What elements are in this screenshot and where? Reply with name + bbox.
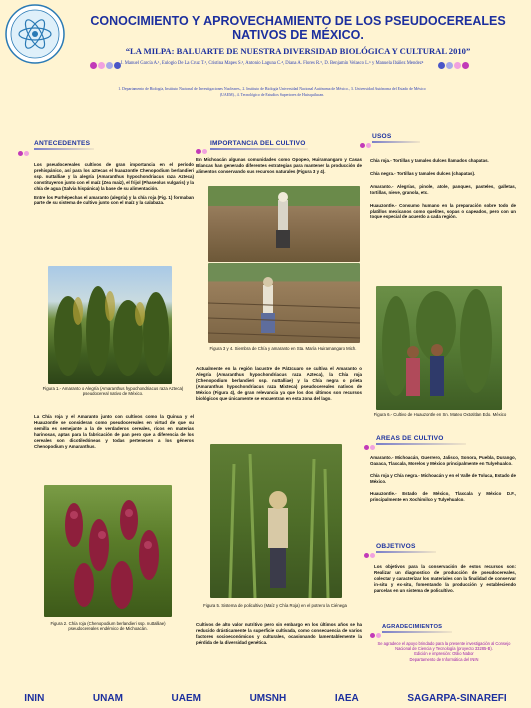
agradecimientos-heading: AGRADECIMIENTOS bbox=[382, 624, 443, 630]
seal-logo-icon bbox=[4, 3, 66, 65]
agradecimientos-edition: Edición e impresión: Otilio Nabor bbox=[414, 651, 474, 657]
figure-6-caption: Figura 6.- Cultivo de Huauzontle en Sn. Mateo Oxtotitlan Edo. México bbox=[373, 412, 507, 417]
antecedentes-paragraph-2: Entre los Purhépechas el amaranto (alegría) y la chía roja (Fig. 1) formaban parte de su sistema de cultivo junto con el maíz y la calabaza. bbox=[34, 194, 194, 206]
footer-umsnh: UMSNH bbox=[249, 693, 287, 704]
usos-item-1: Chía roja.- Tortillas y tamales dulces llamados chapatas. bbox=[370, 158, 489, 163]
importancia-dots bbox=[196, 149, 207, 154]
usos-heading: USOS bbox=[372, 133, 392, 140]
footer-institutions bbox=[0, 689, 531, 708]
agradecimientos-section bbox=[382, 624, 522, 633]
objetivos-section bbox=[376, 543, 516, 553]
areas-dots bbox=[364, 445, 375, 450]
areas-section bbox=[376, 435, 516, 445]
figure-6-huauzontle-photo bbox=[376, 286, 502, 410]
agradecimientos-text bbox=[372, 641, 516, 662]
usos-list bbox=[370, 158, 516, 223]
figure-2-caption: Figura 2. Chía roja (Chenopodium berlandieri ssp. nuttalliae) pseudocereales endémico de Michoacán. bbox=[50, 621, 166, 632]
areas-list bbox=[370, 455, 516, 505]
antecedentes-paragraph-3: La Chía roja y el Amaranto junto con cultivos como la Quinua y el Huauzontle se consideran como pseudocereales en virtud de que su semilla es semejante a la de verdaderos cereales, ricos en materias harinosas, aptas para la fabricación de pan pero que a diferencia de los cereales son dicotiledóneas y todas pertenecen a los géneros Chenopodium y Amaranthus. bbox=[34, 414, 194, 449]
footer-iaea: IAEA bbox=[334, 693, 359, 704]
footer-sagarpa: SAGARPA-SINAREFI bbox=[407, 693, 507, 704]
poster-subtitle: “LA MILPA: BALUARTE DE NUESTRA DIVERSIDAD BIOLÓGICA Y CULTURAL 2010” bbox=[125, 46, 471, 56]
decorative-dots-right bbox=[438, 62, 469, 69]
importancia-paragraph-1: En Michoacán algunas comunidades como Opopeo, Huiramangaro y Casas Blancas han generado diferentes estrategias para mantener la producción de alimentos conservando sus recursos naturales (Figura 3 y 4). bbox=[196, 157, 362, 174]
figure-1-caption: Figura 1.- Amaranto o Alegría (Amaranthus hypochondriacus raza Azteca) pseudocereal nativo de México. bbox=[42, 386, 184, 397]
figure-34-caption: Figura 3 y 4. Siembra de Chía y amaranto en Sta. María Huiramangaro Mich. bbox=[209, 346, 357, 351]
figure-4-field-photo bbox=[208, 263, 360, 343]
areas-item-3: Huauzontle.- Estado de México, Tlaxcala y México D.F., principalmente en Xochimilco y Tulyehualco. bbox=[370, 490, 516, 502]
usos-item-2: Chía negra.- Tortillas y tamales dulces (chapatas). bbox=[370, 170, 476, 176]
importancia-section bbox=[210, 140, 350, 150]
objetivos-text: Los objetivos para la conservación de estos recursos son: Realizar un diagnostico de producción de pseudocereales, colectar y caracterizar los materiales con la finalidad de conservar in-situ y ex-situ, fomentando la producción y estableciendo parcelas en un sistema de policultivo. bbox=[374, 564, 516, 593]
areas-heading: AREAS DE CULTIVO bbox=[376, 435, 444, 442]
usos-section bbox=[372, 133, 512, 143]
antecedentes-text bbox=[34, 162, 194, 209]
poster-title: CONOCIMIENTO Y APROVECHAMIENTO DE LOS PSEUDOCEREALES NATIVOS DE MÉXICO. bbox=[90, 14, 506, 42]
importancia-heading: IMPORTANCIA DEL CULTIVO bbox=[210, 140, 306, 147]
figure-3-sowing-photo bbox=[208, 186, 360, 262]
antecedentes-paragraph-1: Los pseudocereales cultivos de gran importancia en el período prehispánico, así para los aztecas el huauzontle Chenopodium berlandieri ssp. nuttalliae y la alegría (Amaranthus hypochondriacus raza Azteca) constituyeron junto con el maíz (Zea maiz), el frijol (Phaseolus vulgaris) y la chía de agua (Salvia hispánica) la base de su alimentación. bbox=[34, 162, 194, 191]
agradecimientos-body: Se agradece el apoyo brindado para la presente investigación al Consejo Nacional de Ciencia y Tecnología (proyecto 33285-B). bbox=[377, 641, 511, 652]
importancia-paragraph-2: Actualmente en la región lacustre de Pátzcuaro se cultiva el Amaranto o Alegría (Amaranthus hypochondriacus raza Azteca), la Chía roja (Chenopodium berlandieri ssp. nuttalliae) y la Chía negra o prieta (Amaranthus hypochondriacus raza Mixteca) pseudocereales nativos de México (Figura 4), de gran relevancia ya que los dos últimos son recursos biológicos que únicamente se encuentran en esta zona del lago. bbox=[196, 366, 362, 401]
antecedentes-section bbox=[34, 140, 174, 150]
objetivos-heading: OBJETIVOS bbox=[376, 543, 416, 550]
importancia-paragraph-3: Cultivos de alto valor nutritivo pero sin embargo en los últimos años se ha reducido drásticamente la superficie cultivada, como consecuencia de varios factores socioeconómicos y culturales, ocasionando lamentablemente la pérdida de la diversidad genética. bbox=[196, 622, 362, 645]
areas-item-2: Chía roja y Chía negra.- Michoacán y en el Valle de Toluca, Estado de México. bbox=[370, 472, 516, 484]
antecedentes-heading: ANTECEDENTES bbox=[34, 140, 91, 147]
affiliations: 1. Departamento de Biología, Instituto Nacional de Investigaciones Nucleares., 2. Instituto de Biología Universidad Nacional Autónoma de México., 3. Universidad Autónoma del Estado de México (UAEM)., 4. Tecnológico de Estudios Superiores de Huixquilucan. bbox=[118, 87, 426, 97]
usos-item-4: Huauzontle.- Consumo humano en la preparación sobre todo de platillos mexicanos como quelites, sopas o capeados, pero con un toque especial de acuerdo a cada región. bbox=[370, 202, 516, 220]
areas-item-1: Amaranto.- Michoacán, Guerrero, Jalisco, Sonora, Puebla, Durango, Oaxaca, Tlaxcala, Morelos y México principalmente en Tulyehualco. bbox=[370, 455, 516, 466]
footer-unam: UNAM bbox=[92, 693, 123, 704]
figure-5-polyculture-photo bbox=[210, 444, 342, 598]
objetivos-dots bbox=[364, 553, 375, 558]
authors: J. Manuel García A.¹, Eulogio De La Cruz T.², Cristina Mapes S.³, Antonio Laguna C.⁴, Diana A. Flores R.⁵, D. Benjamín Velasco L.⁶ y Manuela Ibáñez Mendez⁴ bbox=[120, 61, 424, 66]
figure-2-chia-photo bbox=[44, 485, 172, 617]
figure-1-amaranth-photo bbox=[48, 266, 172, 384]
footer-uaem: UAEM bbox=[171, 693, 201, 704]
antecedentes-dots bbox=[18, 151, 29, 156]
figure-5-caption: Figura 5. Sistema de policultivo (Maíz y Chía Roja) en el potrero la Ciénega bbox=[203, 603, 347, 608]
institution-logo bbox=[4, 3, 66, 65]
usos-dots bbox=[360, 143, 371, 148]
footer-inin: ININ bbox=[24, 693, 45, 704]
agradecimientos-dots bbox=[370, 633, 381, 638]
agradecimientos-department: Departamento de Informática del ININ bbox=[409, 656, 479, 662]
usos-item-3: Amaranto.- Alegrías, pinole, atole, panques, pasteles, galletas, tortillas, nieve, granola, etc. bbox=[370, 183, 516, 195]
